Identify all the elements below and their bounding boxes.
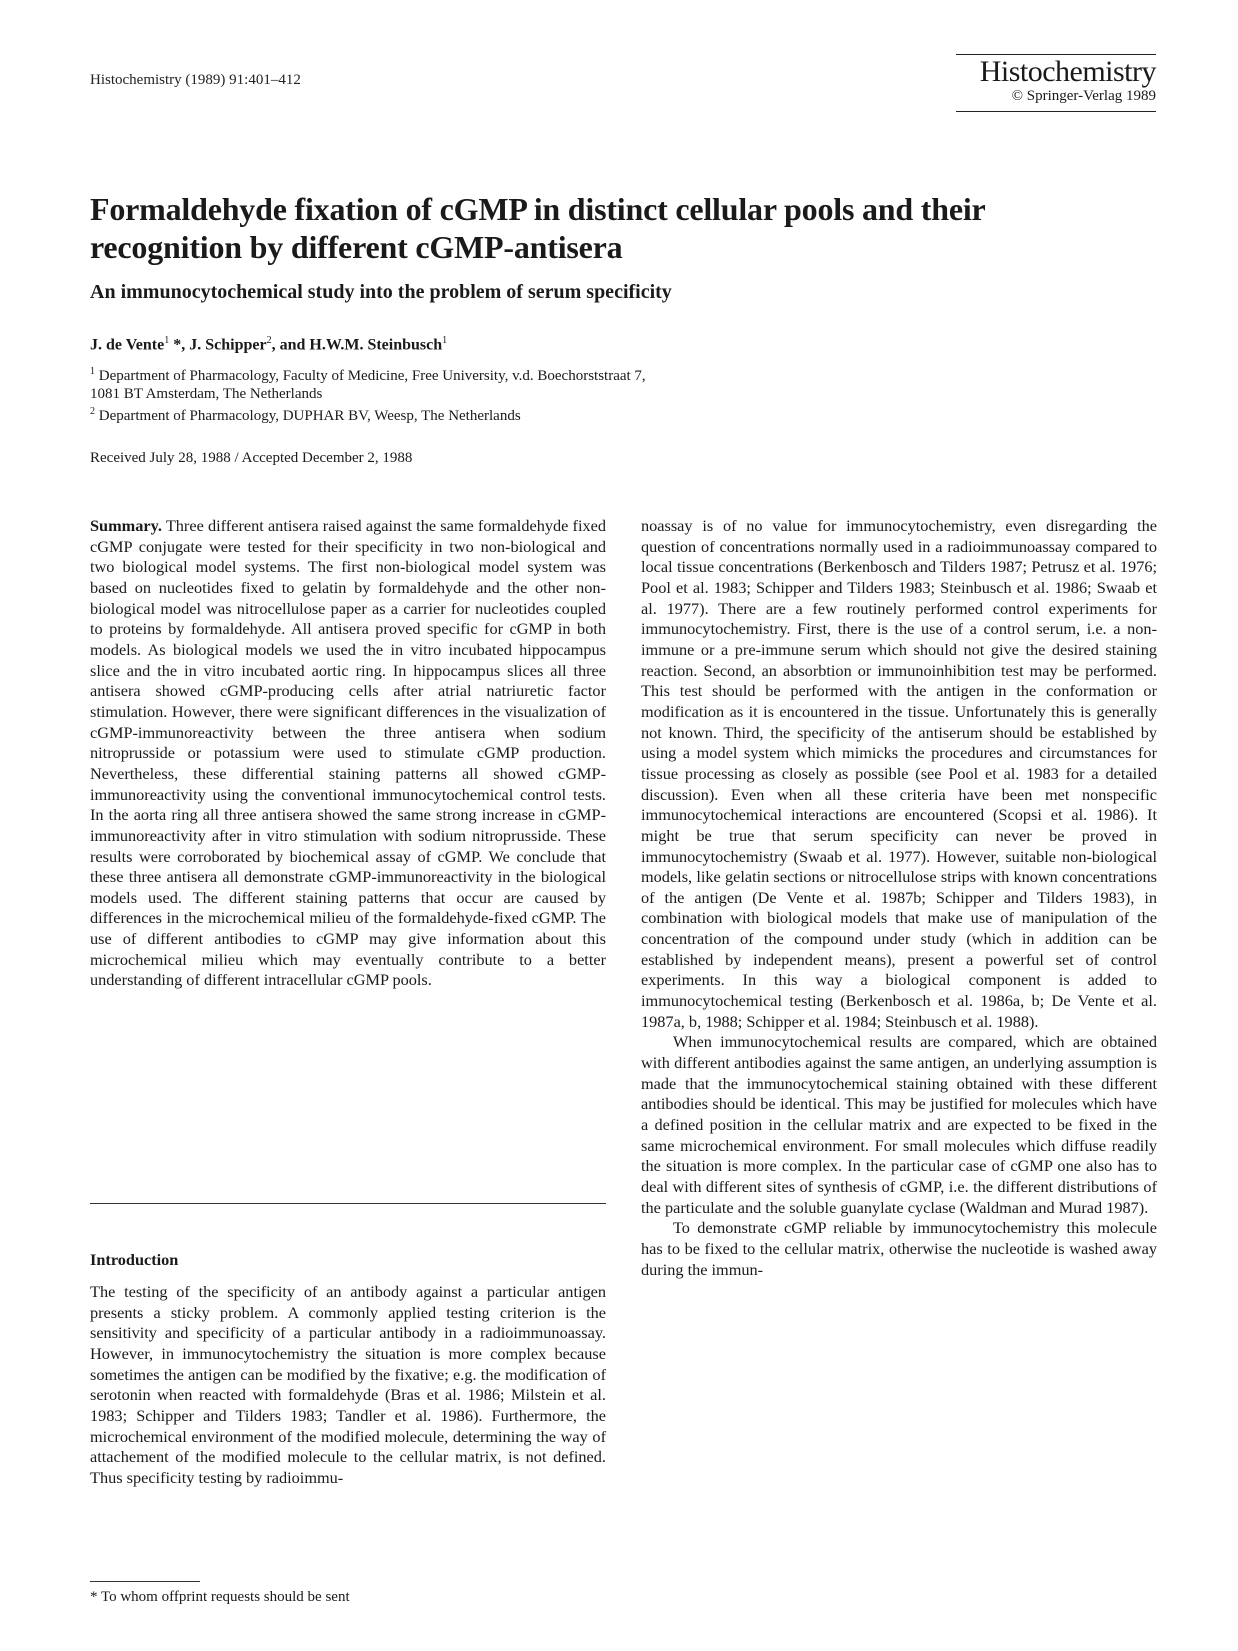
affiliation-number: 1 [90,366,95,377]
author-affiliation-mark: 1 [164,335,170,346]
affiliation-line [90,385,990,403]
article-subtitle: An immunocytochemical study into the problem of serum specificity [90,281,672,303]
received-dates: Received July 28, 1988 / Accepted December 2, 1988 [90,450,413,466]
introduction-heading: Introduction [90,1250,179,1269]
author-affiliation-mark: 1 [442,335,448,346]
affiliations [90,363,990,425]
summary-label: Summary. [90,516,162,535]
author-separator: , and [271,336,310,354]
summary-text: Three different antisera raised against the same formaldehyde fixed cGMP conjugate were tested for their specificity in two non-biological and two biological model systems. The first non-biological model system was based on nucleotides fixed to gelatin by formaldehyde and the other non-biological model was nitrocellulose paper as a carrier for nucleotides coupled to proteins by formaldehyde. All antisera proved specific for cGMP in both models. As biological models we used the in vitro incubated hippocampus slice and the in vitro incubated aortic ring. In hippocampus slices all three antisera showed cGMP-producing cells after atrial natriuretic factor stimulation. However, there were significant differences in the visualization of cGMP-immunoreactivity between the three antisera when sodium nitroprusside or potassium were used to stimulate cGMP production. Nevertheless, these differential staining patterns all showed cGMP-immunoreactivity using the conventional immunocytochemical control tests. In the aorta ring all three antisera showed the same strong increase in cGMP-immunoreactivity after in vitro stimulation with sodium nitroprusside. These results were corroborated by biochemical assay of cGMP. We conclude that these three antisera all demonstrate cGMP-immunoreactivity in the biological models used. The different staining patterns that occur are caused by differences in the microchemical milieu of the formaldehyde-fixed cGMP. The use of different antibodies to cGMP may give information about this microchemical milieu which may eventually contribute to a better understanding of different intracellular cGMP pools. [90,516,606,990]
right-column [641,516,1157,1280]
footnote: * To whom offprint requests should be sent [90,1589,350,1605]
footnote-rule [90,1581,200,1582]
introduction-paragraph: The testing of the specificity of an antibody against a particular antigen presents a sticky problem. A commonly applied testing criterion is the sensitivity and specificity of a particular antibody in a radioimmunoassay. However, in immunocytochemistry the situation is more complex because sometimes the antigen can be modified by the fixative; e.g. the modification of serotonin when reacted with formaldehyde (Bras et al. 1986; Milstein et al. 1983; Schipper and Tilders 1983; Tandler et al. 1986). Furthermore, the microchemical environment of the modified molecule, determining the way of attachement of the modified molecule to the cellular matrix, is not defined. Thus specificity testing by radioimmu- [90,1282,606,1487]
section-divider [90,1203,606,1204]
author-affiliation-mark: 2 [266,335,272,346]
summary-block [90,516,606,991]
copyright-notice: © Springer-Verlag 1989 [1011,88,1156,104]
body-paragraph: To demonstrate cGMP reliable by immunocytochemistry this molecule has to be fixed to the cellular matrix, otherwise the nucleotide is washed away during the immun- [641,1218,1157,1279]
affiliation-text: Department of Pharmacology, DUPHAR BV, Weesp, The Netherlands [98,408,521,424]
body-paragraph: noassay is of no value for immunocytochemistry, even disregarding the question of concentrations normally used in a radioimmunoassay compared to local tissue concentrations (Berkenbosch and Tilders 1987; Petrusz et al. 1976; Pool et al. 1983; Schipper and Tilders 1983; Steinbusch et al. 1986; Swaab et al. 1977). There are a few routinely performed control experiments for immunocytochemistry. First, there is the use of a control serum, i.e. a non-immune or a pre-immune serum which should not give the desired staining reaction. Second, an absorbtion or immunoinhibition test may be performed. This test should be performed with the antigen in the conformation or modification as it is encountered in the tissue. Unfortunately this is generally not known. Third, the specificity of the antiserum should be established by using a model system which mimicks the procedures and circumstances for tissue processing as closely as possible (see Pool et al. 1983 for a detailed discussion). Even when all these criteria have been met nonspecific immunocytochemical interactions are encountered (Scopsi et al. 1986). It might be true that serum specificity can never be proved in immunocytochemistry (Swaab et al. 1977). However, suitable non-biological models, like gelatin sections or nitrocellulose strips with known concentrations of the antigen (De Vente et al. 1987b; Schipper and Tilders 1983), in combination with biological models that make use of manipulation of the concentration of the compound under study (which in addition can be established by independent means), present a powerful set of control experiments. In this way a biological component is added to immunocytochemical testing (Berkenbosch et al. 1986a, b; De Vente et al. 1987a, b, 1988; Schipper et al. 1984; Steinbusch et al. 1988). [641,516,1157,1031]
article-title: Formaldehyde fixation of cGMP in distinct cellular pools and their recognition by different cGMP-antisera [90,191,985,265]
affiliation-text: 1081 BT Amsterdam, The Netherlands [90,386,323,402]
masthead-bottom-rule [956,111,1156,112]
affiliation-number: 2 [90,406,95,417]
affiliation-text: Department of Pharmacology, Faculty of Medicine, Free University, v.d. Boechorststraat 7, [98,368,646,384]
author-name: J. de Vente [90,336,165,354]
body-paragraph: When immunocytochemical results are compared, which are obtained with different antibodies against the same antigen, an underlying assumption is made that the immunocytochemical staining obtained with these different antibodies should be identical. This may be justified for molecules which have a defined position in the cellular matrix and are expected to be fixed in the same microchemical environment. For small molecules which diffuse readily the situation is more complex. In the particular case of cGMP one also has to deal with different sites of synthesis of cGMP, i.e. the different distributions of the particulate and the soluble guanylate cyclase (Waldman and Murad 1987). [641,1032,1157,1217]
author-name: J. Schipper [189,336,267,354]
affiliation-line [90,363,990,385]
journal-masthead [956,54,1156,112]
corresponding-author-mark: * [169,336,182,354]
affiliation-line [90,403,990,425]
running-head: Histochemistry (1989) 91:401–412 [90,72,301,88]
journal-name: Histochemistry [979,55,1156,88]
introduction-body [90,1282,606,1489]
author-list [90,335,447,354]
author-name: H.W.M. Steinbusch [309,336,443,354]
author-separator: , [181,336,190,354]
